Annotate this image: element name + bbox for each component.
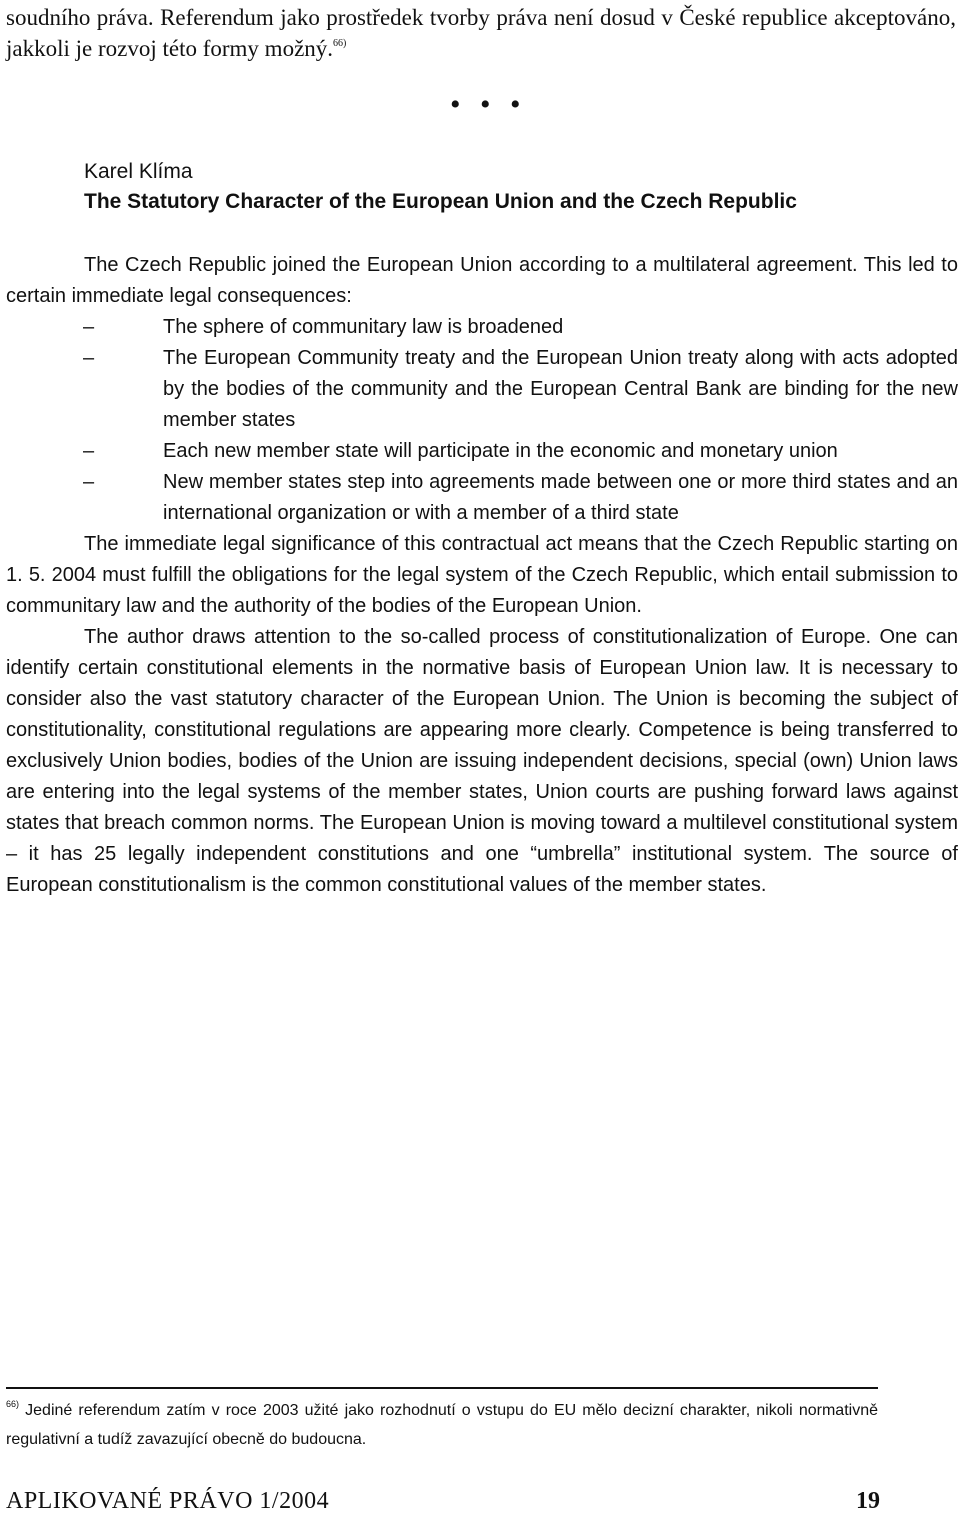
footnote-marker: 66) (6, 1399, 20, 1409)
article-body (6, 250, 958, 901)
section-separator: • • • (450, 88, 527, 121)
list-item: – The sphere of communitary law is broadened (163, 312, 958, 343)
intro-paragraph: The Czech Republic joined the European Union according to a multilateral agreement. This led to certain immediate legal consequences: (6, 254, 958, 307)
list-item: – New member states step into agreements made between one or more third states and an international organization or with a member of a third state (163, 467, 958, 529)
consequences-list (6, 312, 958, 529)
author-paragraph: The author draws attention to the so-called process of constitutionalization of Europe. One can identify certain constitutional elements in the normative basis of European Union law. It is necessary to consider also the vast statutory character of the European Union. The Union is becoming the subject of constitutionality, constitutional regulations are appearing more clearly. Competence is being transferred to exclusively Union bodies, bodies of the Union are issuing independent decisions, special (own) Union laws are entering into the legal systems of the member states, Union courts are pushing forward laws against states that breach common norms. The European Union is moving toward a multilevel constitutional system – it has 25 legally independent constitutions and one “umbrella” institutional system. The source of European constitutionalism is the common constitutional values of the member states. (6, 626, 958, 896)
article-author: Karel Klíma (84, 160, 193, 183)
list-item: – The European Community treaty and the European Union treaty along with acts adopted by the bodies of the community and the European Central Bank are binding for the new member states (163, 343, 958, 436)
footnote-reference: 66) (333, 38, 347, 49)
footnote-divider (6, 1387, 878, 1389)
list-item: – Each new member state will participate in the economic and monetary union (163, 436, 958, 467)
czech-continuation-paragraph (6, 2, 956, 64)
footnote-text: Jediné referendum zatím v roce 2003 užité jako rozhodnutí o vstupu do EU mělo decizní charakter, nikoli normativně regulativní a tudíž zavazující obecně do budoucna. (6, 1402, 878, 1448)
czech-text: soudního práva. Referendum jako prostředek tvorby práva není dosud v České republice akceptováno, jakkoli je rozvoj této formy možný. (6, 5, 956, 61)
significance-paragraph: The immediate legal significance of this contractual act means that the Czech Republic starting on 1. 5. 2004 must fulfill the obligations for the legal system of the Czech Republic, which entail submission to communitary law and the authority of the bodies of the European Union. (6, 533, 958, 617)
article-title: The Statutory Character of the European Union and the Czech Republic (84, 190, 797, 213)
page-number: 19 (856, 1488, 880, 1514)
journal-footer: APLIKOVANÉ PRÁVO 1/2004 (6, 1488, 330, 1514)
footnote (6, 1396, 878, 1454)
